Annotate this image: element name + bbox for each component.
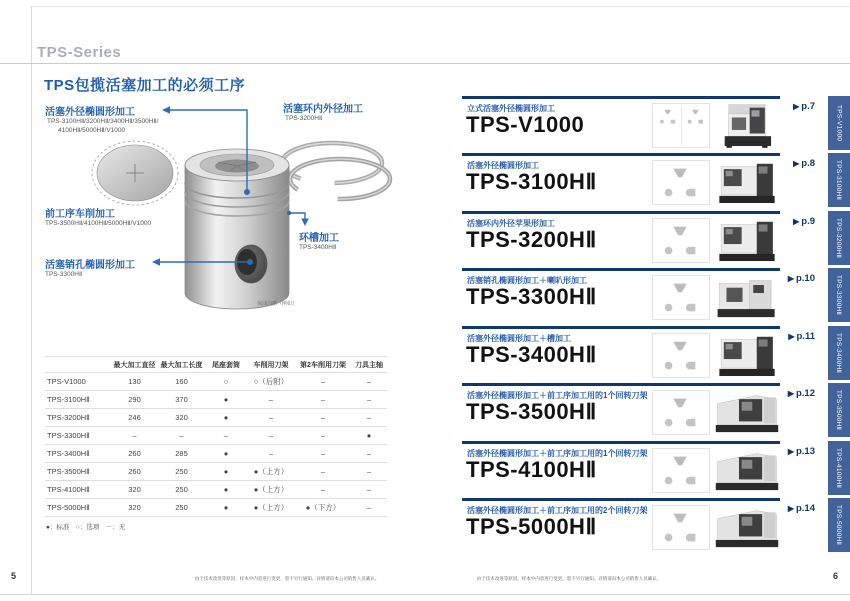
header-max-length: 最大加工长度: [158, 357, 205, 373]
cell: ●: [205, 463, 247, 481]
panel-divider-bar: [462, 326, 780, 329]
pageref-text: p.11: [796, 331, 815, 342]
cell: –: [295, 445, 351, 463]
cell: 320: [111, 499, 158, 517]
cell-model: TPS-3500HⅡ: [45, 463, 111, 481]
model-panel-tps-4100h2: [462, 441, 817, 498]
model-panel-tps-3400h2: [462, 326, 817, 383]
model-panel-tps-5000h2: [462, 498, 817, 555]
cell: 250: [158, 499, 205, 517]
header-tailstock: 尾座套筒: [205, 357, 247, 373]
panel-model-name: TPS-4100HⅡ: [466, 457, 597, 482]
cell: –: [351, 463, 387, 481]
side-tab-label: TPS-5000HⅡ: [835, 504, 842, 546]
cell: ●: [205, 445, 247, 463]
panel-process-desc: 活塞销孔椭圆形加工＋喇叭形加工: [467, 276, 587, 285]
pageref-link[interactable]: [793, 101, 815, 112]
page-number-left: 5: [11, 571, 17, 581]
machining-diagram-thumb: [652, 505, 710, 550]
cell-model: TPS-3100HⅡ: [45, 391, 111, 409]
panel-model-name: TPS-3100HⅡ: [466, 169, 597, 194]
panel-divider-bar: [462, 96, 780, 99]
cell: –: [295, 391, 351, 409]
panel-divider-bar: [462, 211, 780, 214]
pageref-arrow-icon: ▶: [793, 159, 800, 168]
label-ring-id-od: 活塞环内外径加工: [283, 104, 363, 115]
side-tab-tps-3100h2[interactable]: [828, 153, 850, 207]
pageref-arrow-icon: ▶: [787, 389, 794, 398]
machining-diagram-thumb: [652, 390, 710, 435]
machining-diagram-thumb: [652, 333, 710, 378]
cell: 260: [111, 463, 158, 481]
side-tab-tps-v1000[interactable]: [828, 96, 850, 150]
label-ring-id-od-models: TPS-3200HⅡ: [285, 115, 323, 122]
panel-divider-bar: [462, 441, 780, 444]
cell: 320: [111, 481, 158, 499]
panel-process-desc: 活塞外径椭圆形加工＋前工序加工用的1个回转刀架: [467, 391, 648, 400]
series-label: TPS-Series: [37, 44, 122, 61]
pageref-arrow-icon: ▶: [787, 274, 794, 283]
panel-process-desc: 立式活塞外径椭圆形加工: [467, 104, 555, 113]
cell: 285: [158, 445, 205, 463]
machine-photo: [714, 445, 780, 496]
pageref-text: p.8: [801, 158, 815, 169]
side-tab-label: TPS-3200HⅡ: [835, 217, 842, 259]
cell: –: [351, 481, 387, 499]
cell-model: TPS-3300HⅡ: [45, 427, 111, 445]
cell: –: [351, 499, 387, 517]
cell: 370: [158, 391, 205, 409]
machining-diagram-thumb: [652, 275, 710, 320]
pageref-arrow-icon: ▶: [793, 102, 800, 111]
side-tab-label: TPS-4100HⅡ: [835, 447, 842, 489]
machine-photo: [714, 502, 780, 553]
panel-model-name: TPS-3500HⅡ: [466, 399, 597, 424]
machining-diagram-thumb: [652, 448, 710, 493]
side-tab-label: TPS-3400HⅡ: [835, 332, 842, 374]
pageref-link[interactable]: [793, 158, 815, 169]
machine-photo: [714, 272, 780, 323]
pageref-text: p.13: [795, 446, 815, 457]
label-pre-turning: 前工序车削加工: [45, 209, 115, 220]
panel-model-name: TPS-3200HⅡ: [466, 227, 597, 252]
panel-model-name: TPS-3300HⅡ: [466, 284, 597, 309]
cell: –: [351, 445, 387, 463]
diagram-caption: 保油沟槽（例如）: [257, 301, 298, 307]
cell: 250: [158, 463, 205, 481]
cell: –: [295, 481, 351, 499]
side-tab-tps-3500h2[interactable]: [828, 383, 850, 437]
cell: –: [295, 427, 351, 445]
label-piston-od: 活塞外径椭圆形加工: [45, 107, 135, 118]
panel-model-name: TPS-V1000: [466, 112, 585, 137]
panel-process-desc: 活塞外径椭圆形加工＋槽加工: [467, 334, 571, 343]
side-tab-tps-3200h2[interactable]: [828, 211, 850, 265]
label-pin-hole-models: TPS-3300HⅡ: [45, 271, 83, 278]
cell: ●: [205, 391, 247, 409]
panel-process-desc: 活塞外径椭圆形加工: [467, 161, 539, 170]
pageref-text: p.7: [801, 101, 815, 112]
cell: –: [247, 391, 295, 409]
cell-model: TPS-5000HⅡ: [45, 499, 111, 517]
cell: –: [247, 445, 295, 463]
pageref-text: p.10: [795, 273, 815, 284]
cell: –: [247, 409, 295, 427]
side-tab-label: TPS-3500HⅡ: [835, 389, 842, 431]
cell: –: [158, 427, 205, 445]
side-tab-tps-3400h2[interactable]: [828, 326, 850, 380]
label-ring-groove-models: TPS-3400HⅡ: [299, 244, 337, 251]
pageref-link[interactable]: [788, 388, 815, 399]
label-pre-turning-models: TPS-3500HⅡ/4100HⅡ/5000HⅡ/V1000: [45, 220, 152, 227]
cell: ○: [205, 373, 247, 391]
panel-process-desc: 活塞外径椭圆形加工＋前工序加工用的2个回转刀架: [467, 506, 648, 515]
page-number-right: 6: [833, 571, 839, 581]
cell: 320: [158, 409, 205, 427]
cell: ●: [205, 481, 247, 499]
header-turning-turret: 车削用刀架: [247, 357, 295, 373]
cell: 260: [111, 445, 158, 463]
pageref-link[interactable]: [788, 331, 815, 342]
cell: 290: [111, 391, 158, 409]
top-edge-rule: [31, 6, 850, 7]
page-title: TPS包揽活塞加工的必须工序: [44, 77, 246, 94]
label-piston-od-models-1: TPS-3100HⅡ/3200HⅡ/3400HⅡ/3500HⅡ/: [47, 118, 159, 125]
cell: –: [111, 427, 158, 445]
footer-disclaimer-right: 由于技术改进等原因，样本中内容进行变更，恕不另行通知。详情请向本公司销售人员确认。: [476, 576, 662, 581]
side-tab-tps-3300h2[interactable]: [828, 268, 850, 322]
cell: –: [295, 373, 351, 391]
machine-photo: [714, 157, 780, 208]
bottom-edge-rule: [0, 594, 850, 595]
panel-divider-bar: [462, 383, 780, 386]
panel-divider-bar: [462, 268, 780, 271]
panel-process-desc: 活塞外径椭圆形加工＋前工序加工用的1个回转刀架: [467, 449, 648, 458]
pageref-link[interactable]: [788, 273, 815, 284]
cell: –: [351, 373, 387, 391]
footer-disclaimer-left: 由于技术改进等原因，样本中内容进行变更，恕不另行通知。详情请向本公司销售人员确认。: [194, 576, 380, 581]
pageref-link[interactable]: [788, 503, 815, 514]
cell: ●: [205, 499, 247, 517]
cell: 130: [111, 373, 158, 391]
cell: 246: [111, 409, 158, 427]
cell: ●: [205, 409, 247, 427]
pageref-link[interactable]: [788, 446, 815, 457]
cell-model: TPS-V1000: [45, 373, 111, 391]
pageref-link[interactable]: [793, 216, 815, 227]
panel-divider-bar: [462, 498, 780, 501]
cell: 160: [158, 373, 205, 391]
header-max-diameter: 最大加工直径: [111, 357, 158, 373]
table-legend: ●：标准 ○：选项 －：无: [46, 524, 126, 531]
cell: 250: [158, 481, 205, 499]
pageref-text: p.12: [795, 388, 815, 399]
cell: ●（上方）: [247, 481, 295, 499]
cell: –: [295, 463, 351, 481]
side-tab-label: TPS-3300HⅡ: [835, 274, 842, 316]
side-tab-label: TPS-3100HⅡ: [835, 159, 842, 201]
machine-photo: [714, 387, 780, 438]
cell-model: TPS-3400HⅡ: [45, 445, 111, 463]
machining-diagram-thumb: [652, 103, 710, 148]
cell: –: [247, 427, 295, 445]
model-panel-tps-3500h2: [462, 383, 817, 440]
cell-model: TPS-4100HⅡ: [45, 481, 111, 499]
spec-table: [45, 356, 387, 517]
cell: ●（上方）: [247, 463, 295, 481]
machine-photo: [714, 330, 780, 381]
model-panel-tps-3100h2: [462, 153, 817, 210]
cell: ○（后附）: [247, 373, 295, 391]
header-second-turret: 第2车削用刀架: [295, 357, 351, 373]
machining-diagram-thumb: [652, 218, 710, 263]
cell: –: [351, 391, 387, 409]
cell: –: [205, 427, 247, 445]
machining-diagram-thumb: [652, 160, 710, 205]
header-model: [45, 357, 111, 373]
label-ring-groove: 环槽加工: [299, 233, 339, 244]
model-panel-tps-3200h2: [462, 211, 817, 268]
cell: ●: [351, 427, 387, 445]
cell: –: [295, 409, 351, 427]
model-panel-tps-3300h2: [462, 268, 817, 325]
header-tool-spindle: 刀具主轴: [351, 357, 387, 373]
panel-divider-bar: [462, 153, 780, 156]
machine-photo: [714, 100, 780, 151]
pageref-arrow-icon: ▶: [787, 447, 794, 456]
label-pin-hole: 活塞销孔椭圆形加工: [45, 260, 135, 271]
side-tab-label: TPS-V1000: [835, 104, 843, 142]
panel-model-name: TPS-5000HⅡ: [466, 514, 597, 539]
panel-process-desc: 活塞环内外径苹果形加工: [467, 219, 555, 228]
cell: –: [351, 409, 387, 427]
pageref-arrow-icon: ▶: [787, 504, 794, 513]
side-tab-tps-4100h2[interactable]: [828, 441, 850, 495]
model-panel-tps-v1000: [462, 96, 817, 153]
pageref-text: p.14: [795, 503, 815, 514]
pageref-arrow-icon: ▶: [788, 332, 795, 341]
pageref-text: p.9: [801, 216, 815, 227]
label-piston-od-models-2: 4100HⅡ/5000HⅡ/V1000: [58, 127, 126, 134]
cell-model: TPS-3200HⅡ: [45, 409, 111, 427]
panel-model-name: TPS-3400HⅡ: [466, 342, 597, 367]
cell: ●（下方）: [295, 499, 351, 517]
machine-photo: [714, 215, 780, 266]
side-tab-tps-5000h2[interactable]: [828, 498, 850, 552]
pageref-arrow-icon: ▶: [793, 217, 800, 226]
cell: ●（上方）: [247, 499, 295, 517]
